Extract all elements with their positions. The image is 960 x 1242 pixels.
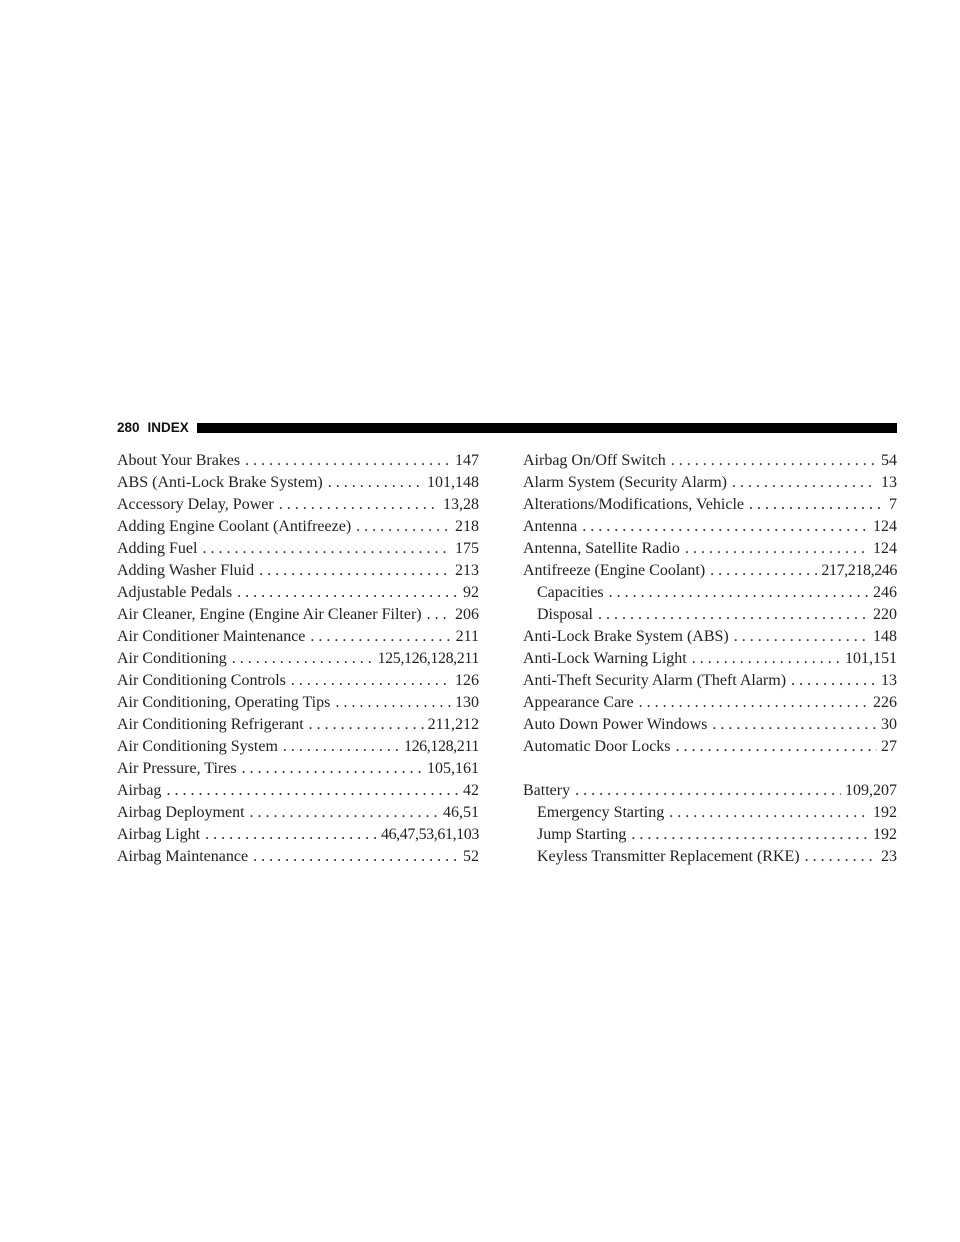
- index-entry: [523, 450, 897, 472]
- index-term: Appearance Care: [523, 694, 634, 711]
- index-term: Antenna: [523, 518, 578, 535]
- dot-leader: [205, 824, 377, 846]
- index-term: Adding Fuel: [117, 540, 198, 557]
- index-term: Air Pressure, Tires: [117, 760, 237, 777]
- index-pages: 211,212: [427, 716, 479, 733]
- index-term: Airbag Deployment: [117, 804, 245, 821]
- index-entry: [523, 494, 897, 516]
- dot-leader: [749, 494, 885, 516]
- index-pages: 124: [873, 540, 897, 557]
- index-entry: [117, 758, 479, 780]
- dot-leader: [356, 516, 451, 538]
- header-rule: [197, 423, 897, 433]
- dot-leader: [805, 846, 877, 868]
- index-term: Jump Starting: [537, 826, 627, 843]
- index-pages: 13,28: [443, 496, 479, 513]
- index-subentry: [523, 582, 897, 604]
- index-entry: [117, 714, 479, 736]
- dot-leader: [712, 714, 877, 736]
- index-term: Air Conditioning System: [117, 738, 278, 755]
- index-pages: 130: [455, 694, 479, 711]
- dot-leader: [291, 670, 451, 692]
- dot-leader: [283, 736, 400, 758]
- dot-leader: [710, 560, 817, 582]
- dot-leader: [250, 802, 439, 824]
- dot-leader: [279, 494, 439, 516]
- index-pages: 52: [463, 848, 479, 865]
- dot-leader: [575, 780, 841, 802]
- index-entry: [117, 736, 479, 758]
- dot-leader: [310, 626, 451, 648]
- index-term: Anti-Lock Brake System (ABS): [523, 628, 729, 645]
- index-entry: [523, 626, 897, 648]
- index-entry: [117, 516, 479, 538]
- index-term: Emergency Starting: [537, 804, 665, 821]
- index-term: Accessory Delay, Power: [117, 496, 274, 513]
- index-pages: 192: [873, 804, 897, 821]
- index-pages: 175: [455, 540, 479, 557]
- dot-leader: [328, 472, 423, 494]
- index-entry: [117, 670, 479, 692]
- index-entry: [523, 780, 897, 802]
- index-entry: [523, 560, 897, 582]
- index-pages: 125,126,128,211: [377, 650, 479, 667]
- index-entry: [117, 846, 479, 868]
- index-term: Airbag Light: [117, 826, 201, 843]
- section-title: INDEX: [147, 420, 189, 435]
- index-entry: [523, 736, 897, 758]
- index-pages: 7: [889, 496, 897, 513]
- page-number: 280: [117, 420, 140, 435]
- dot-leader: [237, 582, 459, 604]
- index-term: Anti-Lock Warning Light: [523, 650, 687, 667]
- index-pages: 192: [873, 826, 897, 843]
- index-term: Automatic Door Locks: [523, 738, 671, 755]
- index-term: Air Cleaner, Engine (Engine Air Cleaner Filter): [117, 606, 422, 623]
- index-term: Capacities: [537, 584, 604, 601]
- dot-leader: [671, 450, 877, 472]
- index-entry: [117, 824, 479, 846]
- index-entry: [523, 648, 897, 670]
- index-pages: 226: [873, 694, 897, 711]
- index-term: Alarm System (Security Alarm): [523, 474, 727, 491]
- index-pages: 46,51: [443, 804, 479, 821]
- index-pages: 124: [873, 518, 897, 535]
- index-term: Airbag: [117, 782, 162, 799]
- index-term: Antifreeze (Engine Coolant): [523, 562, 706, 579]
- index-entry: [117, 802, 479, 824]
- index-subentry: [523, 824, 897, 846]
- index-pages: 23: [881, 848, 897, 865]
- index-entry: [117, 582, 479, 604]
- dot-leader: [734, 626, 869, 648]
- index-entry: [117, 626, 479, 648]
- index-term: Air Conditioning: [117, 650, 227, 667]
- index-pages: 218: [455, 518, 479, 535]
- index-column-right: [523, 450, 897, 868]
- index-entry: [117, 450, 479, 472]
- index-entry: [117, 780, 479, 802]
- dot-leader: [335, 692, 451, 714]
- dot-leader: [242, 758, 423, 780]
- index-pages: 27: [881, 738, 897, 755]
- dot-leader: [245, 450, 451, 472]
- index-column-left: [117, 450, 479, 868]
- index-pages: 105,161: [427, 760, 479, 777]
- dot-leader: [232, 648, 374, 670]
- dot-leader: [202, 538, 451, 560]
- index-pages: 246: [873, 584, 897, 601]
- index-pages: 101,151: [845, 650, 897, 667]
- index-pages: 220: [873, 606, 897, 623]
- index-pages: 92: [463, 584, 479, 601]
- index-pages: 206: [455, 606, 479, 623]
- dot-leader: [631, 824, 869, 846]
- index-pages: 147: [455, 452, 479, 469]
- dot-leader: [253, 846, 459, 868]
- index-pages: 148: [873, 628, 897, 645]
- index-term: Adjustable Pedals: [117, 584, 233, 601]
- dot-leader: [259, 560, 451, 582]
- index-term: Adding Washer Fluid: [117, 562, 255, 579]
- index-term: Air Conditioning Controls: [117, 672, 286, 689]
- index-term: Airbag Maintenance: [117, 848, 249, 865]
- index-pages: 46,47,53,61,103: [380, 826, 479, 843]
- dot-leader: [427, 604, 451, 626]
- index-entry: [117, 472, 479, 494]
- dot-leader: [732, 472, 877, 494]
- index-subentry: [523, 846, 897, 868]
- index-term: Disposal: [537, 606, 593, 623]
- index-entry: [523, 472, 897, 494]
- dot-leader: [598, 604, 869, 626]
- index-pages: 42: [463, 782, 479, 799]
- index-term: Alterations/Modifications, Vehicle: [523, 496, 744, 513]
- index-subentry: [523, 604, 897, 626]
- dot-leader: [791, 670, 877, 692]
- dot-leader: [676, 736, 877, 758]
- dot-leader: [582, 516, 869, 538]
- dot-leader: [166, 780, 459, 802]
- index-term: Air Conditioning, Operating Tips: [117, 694, 331, 711]
- index-term: ABS (Anti-Lock Brake System): [117, 474, 323, 491]
- index-pages: 211: [455, 628, 479, 645]
- index-entry: [117, 604, 479, 626]
- index-pages: 213: [455, 562, 479, 579]
- page-header: [117, 418, 897, 438]
- index-pages: 54: [881, 452, 897, 469]
- index-term: Battery: [523, 782, 571, 799]
- index-term: Air Conditioner Maintenance: [117, 628, 306, 645]
- index-pages: 13: [881, 474, 897, 491]
- index-entry: [117, 538, 479, 560]
- index-entry: [117, 560, 479, 582]
- index-pages: 126,128,211: [403, 738, 479, 755]
- index-entry: [523, 670, 897, 692]
- index-subentry: [523, 802, 897, 824]
- index-term: Air Conditioning Refrigerant: [117, 716, 304, 733]
- index-term: Keyless Transmitter Replacement (RKE): [537, 848, 800, 865]
- index-entry: [523, 714, 897, 736]
- index-entry: [523, 538, 897, 560]
- index-pages: 30: [881, 716, 897, 733]
- index-entry: [117, 692, 479, 714]
- index-entry: [117, 494, 479, 516]
- index-term: Auto Down Power Windows: [523, 716, 708, 733]
- index-pages: 217,218,246: [821, 562, 897, 579]
- index-pages: 101,148: [427, 474, 479, 491]
- dot-leader: [685, 538, 869, 560]
- dot-leader: [639, 692, 869, 714]
- index-pages: 126: [455, 672, 479, 689]
- dot-leader: [669, 802, 869, 824]
- dot-leader: [609, 582, 869, 604]
- index-term: About Your Brakes: [117, 452, 241, 469]
- index-term: Antenna, Satellite Radio: [523, 540, 680, 557]
- dot-leader: [692, 648, 841, 670]
- index-pages: 13: [881, 672, 897, 689]
- index-entry: [523, 516, 897, 538]
- index-entry: [523, 692, 897, 714]
- index-term: Airbag On/Off Switch: [523, 452, 666, 469]
- index-entry: [117, 648, 479, 670]
- dot-leader: [309, 714, 424, 736]
- index-term: Anti-Theft Security Alarm (Theft Alarm): [523, 672, 787, 689]
- index-term: Adding Engine Coolant (Antifreeze): [117, 518, 352, 535]
- index-pages: 109,207: [845, 782, 897, 799]
